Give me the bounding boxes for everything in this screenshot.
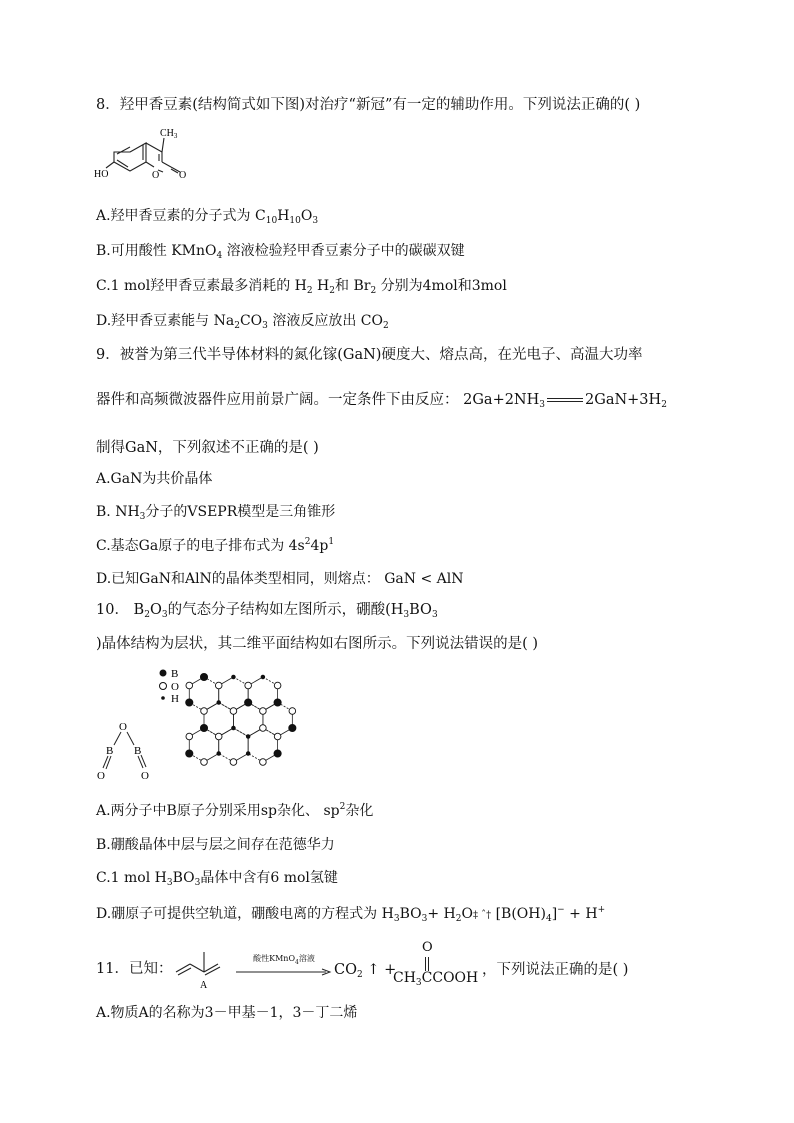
b2o3-b-left: B xyxy=(106,745,114,757)
q9-stem-line3: 制得GaN，下列叙述不正确的是( ) xyxy=(96,440,319,456)
oxygen-atom xyxy=(245,682,252,689)
oxygen-atom xyxy=(201,759,208,766)
reaction-equation: $2Ga+2NH_3$ $2GaN+3H_2$ xyxy=(463,392,667,410)
q8-option-d: D.羟甲香豆素能与 $Na_2CO_3$ 溶液反应放出 $CO_2$ xyxy=(96,313,389,331)
b2o3-b-right: B xyxy=(134,745,142,757)
q9-stem-line2: 器件和高频微波器件应用前景广阔。一定条件下由反应： $2Ga+2NH_3$ $2GaN+3H_2$ xyxy=(96,392,667,410)
hydrogen-atom xyxy=(232,726,236,730)
boric-acid-layer-diagram xyxy=(154,664,306,786)
hydrogen-atom xyxy=(246,735,250,739)
legend-hydrogen-dot xyxy=(161,696,165,700)
carbonyl-oxygen-label: O xyxy=(179,170,187,181)
q11-option-a: A.物质A的名称为3－甲基－1，3－丁二烯 xyxy=(96,1005,358,1021)
hydrogen-atom xyxy=(246,752,250,756)
oxygen-atom xyxy=(274,682,281,689)
hydrogen-atom xyxy=(232,675,236,679)
hydroxymethylcoumarin-structure xyxy=(92,124,202,196)
q10-option-a: A.两分子中B原子分别采用sp杂化、 $sp^2$杂化 xyxy=(96,802,374,819)
compound-a-label: A xyxy=(200,980,208,990)
b2o3-o-right: O xyxy=(141,770,149,782)
oxygen-atom xyxy=(289,708,296,715)
boron-atom xyxy=(186,750,193,757)
oxygen-atom xyxy=(201,708,208,715)
ch3-label: $CH_3$ xyxy=(160,128,178,140)
b2o3-o-left: O xyxy=(97,770,105,782)
reaction-arrow xyxy=(236,954,332,980)
q8-option-b: B.可用酸性 KMnO$_4$ 溶液检验羟甲香豆素分子中的碳碳双键 xyxy=(96,243,465,261)
q9-option-a: A.GaN为共价晶体 xyxy=(96,471,213,487)
boron-atom xyxy=(274,699,281,706)
boron-atom xyxy=(186,699,193,706)
legend-oxygen-dot xyxy=(160,683,167,690)
oxygen-atom xyxy=(215,682,222,689)
q8-option-c: C.1 mol羟甲香豆素最多消耗的 $H_2$ $H_2$和 $Br_2$ 分别为4mol和3mol xyxy=(96,278,507,296)
boric-acid-lattice xyxy=(186,673,296,765)
q9-option-d: D.已知GaN和AlN的晶体类型相同，则熔点： GaN < AlN xyxy=(96,571,464,587)
compound-a-structure xyxy=(170,938,236,990)
pyruvic-acid-formula: $CH_3CCOOH$ xyxy=(393,970,479,988)
q9-option-c: C.基态Ga原子的电子排布式为 $4s^24p^1$ xyxy=(96,537,335,554)
q10-option-d: D.硼原子可提供空轨道，硼酸电离的方程式为 $H_3BO_3+$ $H_2O\ddagger$ ˆ† $[B(OH)_4]^- + H^+$ xyxy=(96,905,606,924)
oxygen-atom xyxy=(260,725,267,732)
boron-atom xyxy=(200,724,207,731)
b2o3-molecule-diagram xyxy=(94,718,154,782)
ring-oxygen-label: O xyxy=(152,170,160,181)
q9-stem-line1: 9．被誉为第三代半导体材料的氮化镓(GaN)硬度大、熔点高，在光电子、高温大功率 xyxy=(96,347,643,363)
q9-option-b: B. $NH_3$分子的VSEPR模型是三角锥形 xyxy=(96,504,336,522)
hydrogen-atom xyxy=(217,752,221,756)
legend-boron-label: B xyxy=(171,668,179,680)
b2o3-o-top: O xyxy=(119,721,127,733)
q11-stem-end: ，下列说法正确的是( ) xyxy=(482,962,629,978)
q10-option-c: C.1 mol $H_3BO_3$晶体中含有6 mol氢键 xyxy=(96,870,338,888)
legend-oxygen-label: O xyxy=(171,681,179,693)
boron-atom xyxy=(245,699,252,706)
boron-atom xyxy=(274,750,281,757)
boron-atom xyxy=(289,724,296,731)
equals-arrow xyxy=(547,398,583,402)
carbonyl-double-bond xyxy=(425,957,429,971)
q11-label: 11．已知： xyxy=(96,961,173,977)
oxygen-atom xyxy=(260,759,267,766)
q8-option-a: A.羟甲香豆素的分子式为 $C_{10}H_{10}O_3$ xyxy=(96,208,319,226)
q10-stem-line2: )晶体结构为层状，其二维平面结构如右图所示。下列说法错误的是( ) xyxy=(96,636,539,652)
boron-atom xyxy=(200,673,207,680)
oxygen-atom xyxy=(215,733,222,740)
reagent-label: 酸性KMnO$_4$溶液 xyxy=(253,954,315,966)
oxygen-atom xyxy=(230,759,237,766)
ho-label: HO xyxy=(94,169,109,180)
legend-boron-dot xyxy=(160,670,167,677)
carbonyl-oxygen: O xyxy=(422,940,433,955)
q11-product-co2: $CO_2$ ↑ + xyxy=(334,962,397,980)
oxygen-atom xyxy=(186,682,193,689)
hydrogen-atom xyxy=(261,675,265,679)
q10-option-b: B.硼酸晶体中层与层之间存在范德华力 xyxy=(96,837,335,853)
oxygen-atom xyxy=(186,733,193,740)
legend-hydrogen-label: H xyxy=(171,693,179,705)
oxygen-atom xyxy=(230,708,237,715)
q8-stem: 8．羟甲香豆素(结构简式如下图)对治疗“新冠”有一定的辅助作用。下列说法正确的( ) xyxy=(96,97,641,113)
arrow-shaft xyxy=(236,968,332,976)
oxygen-atom xyxy=(260,708,267,715)
hydrogen-atom xyxy=(217,701,221,705)
q11-product-pyruvic-acid xyxy=(393,940,483,990)
q10-stem-line1: 10． $B_2O_3$的气态分子结构如左图所示，硼酸($H_3BO_3$ xyxy=(96,602,438,620)
oxygen-atom xyxy=(274,733,281,740)
